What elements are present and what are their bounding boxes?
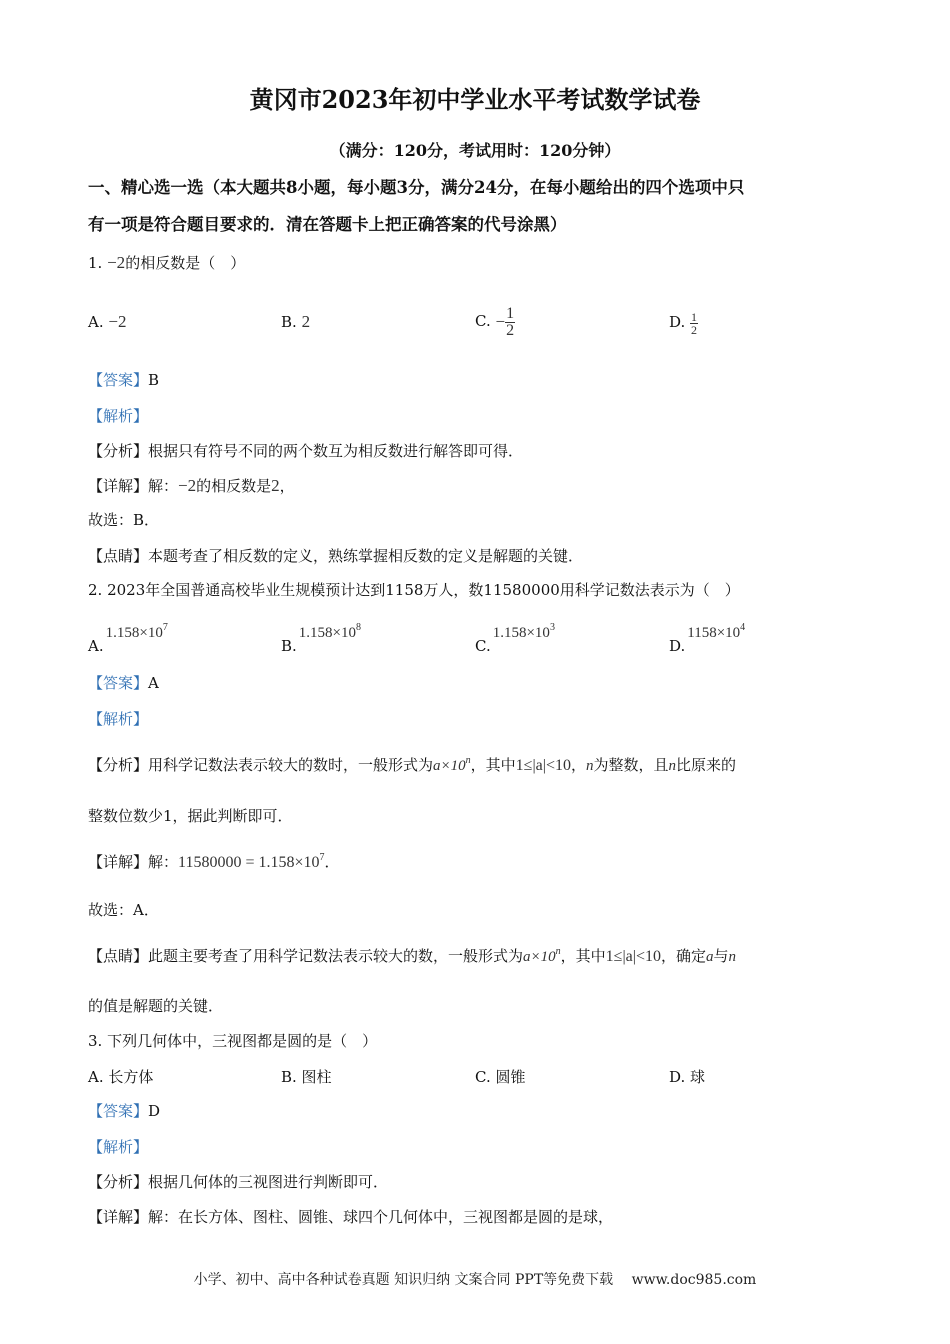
fenxi-text: 根据只有符号不同的两个数互为相反数进行解答即可得．: [148, 442, 524, 460]
detail-text: ，: [279, 477, 295, 495]
option-value: 1.158×10: [105, 625, 163, 641]
minus-sign: −: [495, 312, 506, 331]
fenxi-text: ，其中: [470, 756, 516, 774]
q2-comment-line2: 的值是解题的关键．: [88, 997, 224, 1015]
q1-option-a: [88, 312, 126, 332]
detail-tag: 【详解】: [88, 853, 149, 871]
variable: n: [668, 758, 677, 774]
comment-text: ，其中: [560, 947, 606, 965]
exponent: 8: [356, 622, 362, 633]
section-heading-line2: 有一项是符合题目要求的．清在答题卡上把正确答案的代号涂黑）: [88, 215, 567, 234]
fenxi-text: 比原来的: [676, 756, 737, 774]
detail-text: ．: [324, 853, 340, 871]
q2-fenxi-line2: 整数位数少1，据此判断即可．: [88, 807, 293, 825]
answer-tag: 【答案】: [88, 674, 149, 692]
answer-tag: 【答案】: [88, 1102, 149, 1120]
answer-value: D: [148, 1102, 161, 1120]
comment-tag: 【点睛】: [88, 947, 149, 965]
option-value: 1.158×10: [492, 625, 550, 641]
numerator: 1: [691, 309, 698, 324]
detail-tag: 【详解】: [88, 1208, 149, 1226]
option-label: B.: [281, 637, 297, 655]
detail-text: 解：: [148, 477, 179, 495]
page-title: 黄冈市2023年初中学业水平考试数学试卷: [249, 85, 701, 114]
q2-answer: [88, 673, 159, 693]
variable: n: [586, 758, 594, 774]
answer-value: A: [148, 674, 159, 692]
comment-text: 本题考查了相反数的定义，熟练掌握相反数的定义是解题的关键．: [148, 547, 584, 565]
section-heading-line1: 一、精心选一选（本大题共8小题，每小题3分，满分24分，在每小题给出的四个选项中只: [88, 178, 745, 197]
fenxi-text: ，: [570, 756, 586, 774]
q2-option-d: [669, 618, 745, 661]
q2-stem: 2. 2023年全国普通高校毕业生规模预计达到1158万人，数11580000用科学记数法表示为（ ）: [88, 581, 740, 599]
q2-comment-line1: [88, 946, 736, 967]
fenxi-text: 根据几何体的三视图进行判断即可．: [148, 1173, 389, 1191]
q1-analysis-tag: 【解析】: [88, 407, 149, 425]
option-label: B.: [281, 313, 297, 331]
q1-option-d: [669, 303, 698, 341]
q3-fenxi: [88, 1172, 388, 1192]
answer-tag: 【答案】: [88, 371, 149, 389]
q2-detail: [88, 852, 340, 873]
q3-option-a: A. 长方体: [88, 1068, 154, 1086]
variable: a: [706, 949, 714, 965]
fraction: [690, 311, 698, 336]
variable: n: [728, 949, 737, 965]
q3-answer: [88, 1101, 160, 1121]
q2-option-a: [88, 618, 168, 661]
fenxi-text: 为整数，且: [593, 756, 669, 774]
formula: a×10: [523, 949, 556, 965]
q1-fenxi: [88, 441, 523, 461]
page-footer: 小学、初中、高中各种试卷真题 知识归纳 文案合同 PPT等免费下载 www.doc985.com: [193, 1272, 757, 1288]
q1-option-c: [475, 298, 515, 345]
q2-option-b: [281, 618, 361, 661]
fenxi-tag: 【分析】: [88, 1173, 149, 1191]
detail-text: 解：: [148, 853, 179, 871]
detail-expr: 2: [271, 476, 280, 495]
option-value: 2: [301, 312, 311, 331]
q1-option-b: [281, 312, 310, 332]
fenxi-tag: 【分析】: [88, 442, 149, 460]
q3-option-b: B. 图柱: [281, 1068, 332, 1086]
q1-comment: [88, 546, 583, 566]
exponent: n: [465, 755, 471, 766]
q1-stem-text: 的相反数是（ ）: [125, 254, 246, 272]
option-label: D.: [669, 637, 686, 655]
fenxi-tag: 【分析】: [88, 756, 149, 774]
q1-stem: [88, 253, 245, 273]
page-subtitle: （满分：120分，考试用时：120分钟）: [329, 141, 621, 160]
q1-answer: [88, 370, 159, 390]
denominator: 2: [506, 321, 515, 339]
formula: 1≤|a|<10: [605, 948, 661, 965]
option-value: 1158×10: [687, 625, 741, 641]
q3-detail: [88, 1207, 613, 1227]
q3-analysis-tag: 【解析】: [88, 1138, 149, 1156]
exponent: 7: [319, 852, 325, 863]
comment-tag: 【点睛】: [88, 547, 149, 565]
option-label: C.: [475, 312, 491, 330]
q1-expr: −2: [107, 253, 126, 272]
q2-analysis-tag: 【解析】: [88, 710, 149, 728]
detail-expr: 11580000 = 1.158×10: [178, 854, 320, 871]
numerator: 1: [506, 304, 515, 322]
option-label: A.: [88, 313, 104, 331]
q1-choose: 故选：B．: [88, 511, 160, 529]
detail-tag: 【详解】: [88, 477, 149, 495]
q3-option-d: D. 球: [669, 1068, 706, 1086]
q2-option-c: [475, 618, 555, 661]
exponent: 4: [740, 622, 746, 633]
option-label: A.: [88, 637, 104, 655]
exponent: n: [555, 946, 561, 957]
q2-fenxi-line1: [88, 755, 736, 776]
q3-stem: 3. 下列几何体中，三视图都是圆的是（ ）: [88, 1032, 378, 1050]
option-label: C.: [475, 637, 491, 655]
option-value: 1.158×10: [298, 625, 357, 641]
answer-value: B: [148, 371, 160, 389]
formula: 1≤|a|<10: [515, 757, 571, 774]
exponent: 3: [549, 622, 555, 633]
denominator: 2: [691, 322, 698, 337]
option-value: −2: [108, 312, 127, 331]
exponent: 7: [162, 622, 168, 633]
q3-option-c: C. 圆锥: [475, 1068, 526, 1086]
q1-number: 1.: [88, 254, 108, 272]
q1-detail: [88, 476, 295, 496]
q2-choose: 故选：A．: [88, 901, 159, 919]
comment-text: 与: [713, 947, 729, 965]
formula: a×10: [433, 758, 466, 774]
detail-text: 的相反数是: [196, 477, 272, 495]
comment-text: ，确定: [660, 947, 706, 965]
detail-text: 解：在长方体、图柱、圆锥、球四个几何体中，三视图都是圆的是球，: [148, 1208, 614, 1226]
option-label: D.: [669, 313, 686, 331]
comment-text: 此题主要考查了用科学记数法表示较大的数，一般形式为: [148, 947, 524, 965]
fenxi-text: 用科学记数法表示较大的数时，一般形式为: [148, 756, 434, 774]
fraction: [505, 306, 515, 339]
detail-expr: −2: [178, 476, 197, 495]
